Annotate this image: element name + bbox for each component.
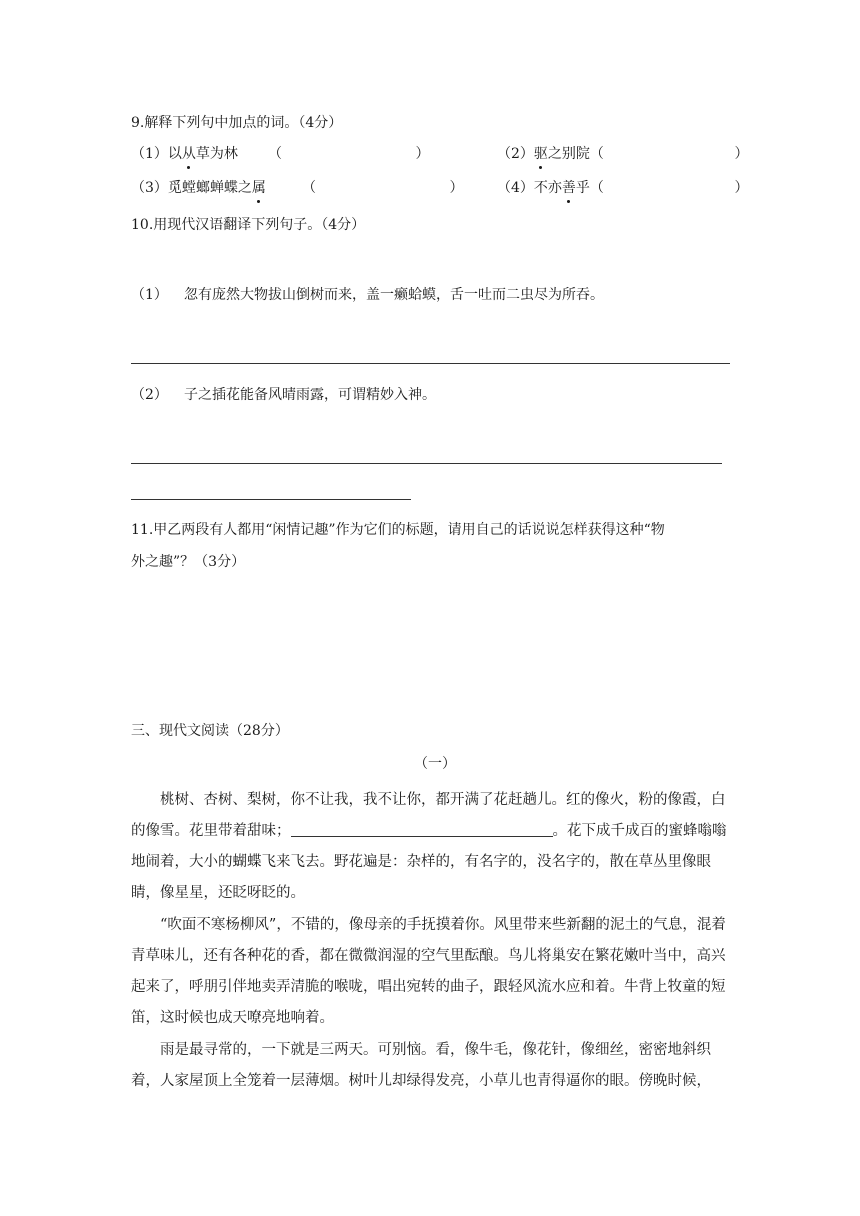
q9-item-1-prefix: （1）以 [131, 146, 182, 162]
passage-p1-b: 。花下成千成百的蜜蜂嗡嗡地闹着，大小的蝴蝶飞来飞去。野花遍是：杂样的，有名字的，没名字的，散在草丛里像眼睛，像星星，还眨呀眨的。 [131, 823, 727, 901]
q9-item-2-answer[interactable]: ） [601, 146, 749, 162]
q9-item-3-answer[interactable]: （ ） [302, 180, 464, 196]
q10-answer-line-2[interactable] [131, 463, 722, 464]
q9-item-1-suffix: 草为林 [195, 146, 238, 162]
q10-sentence-2: 子之插花能备风晴雨露，可谓精妙入神。 [184, 387, 436, 403]
passage-p1-a: 桃树、杏树、梨树，你不让我，我不让你，都开满了花赶趟儿。红的像火，粉的像霞，白的像雪。花里带着甜味； [131, 792, 726, 839]
q9-item-1-answer[interactable]: （ ） [268, 146, 430, 162]
passage-fill-blank[interactable] [291, 822, 553, 837]
q9-item-3-prefix: （3）觅螳螂蝉蝶之 [131, 180, 252, 196]
q9-item-4-prefix: （4）不亦 [497, 180, 562, 196]
q10-answer-line-1[interactable] [131, 363, 730, 364]
q9-item-2-dotted: 驱 [534, 143, 548, 163]
q9-item-1-dotted: 从 [182, 143, 196, 163]
q11-line-2: 外之趣”？（3分） [131, 554, 246, 570]
q9-item-4 [497, 177, 604, 197]
q9-item-2-prefix: （2） [497, 146, 534, 162]
q9-item-3-dotted: 属 [252, 177, 266, 197]
passage-paragraph-3: 雨是最寻常的，一下就是三两天。可别恼。看，像牛毛，像花针，像细丝，密密地斜织着，人家屋顶上全笼着一层薄烟。树叶儿却绿得发亮，小草儿也青得逼你的眼。傍晚时候， [131, 1042, 711, 1089]
section-3-heading: 三、现代文阅读（28分） [131, 723, 289, 739]
section-3-part-label: （一） [414, 756, 456, 772]
q9-title: 9.解释下列句中加点的词。（4分） [131, 115, 343, 131]
passage-paragraph-1 [131, 785, 729, 909]
q10-sentence-2-num: （2） [131, 387, 168, 403]
q9-item-4-dotted: 善 [562, 177, 576, 197]
q9-item-1 [131, 143, 238, 163]
q9-item-4-answer[interactable]: ） [601, 180, 749, 196]
q10-title: 10.用现代汉语翻译下列句子。（4分） [131, 217, 366, 233]
q9-item-3 [131, 177, 266, 197]
q9-item-2-suffix: 之别院（ [547, 146, 604, 162]
q10-sentence-1: 忽有庞然大物拔山倒树而来，盖一癞蛤蟆，舌一吐而二虫尽为所吞。 [184, 287, 604, 303]
q11-line-1: 11.甲乙两段有人都用“闲情记趣”作为它们的标题，请用自己的话说说怎样获得这种“物 [131, 522, 665, 538]
passage-paragraph-2: “吹面不寒杨柳风”，不错的，像母亲的手抚摸着你。风里带来些新翻的泥土的气息，混着青草味儿，还有各种花的香，都在微微润湿的空气里酝酿。鸟儿将巢安在繁花嫩叶当中，高兴起来了，呼朋引伴地卖弄清脆的喉咙，唱出宛转的曲子，跟轻风流水应和着。牛背上牧童的短笛，这时候也成天嘹亮地响着。 [131, 917, 726, 1026]
q9-item-2 [497, 143, 604, 163]
q9-item-4-suffix: 乎（ [575, 180, 604, 196]
q10-sentence-1-num: （1） [131, 287, 168, 303]
q10-answer-line-3[interactable] [131, 499, 411, 500]
